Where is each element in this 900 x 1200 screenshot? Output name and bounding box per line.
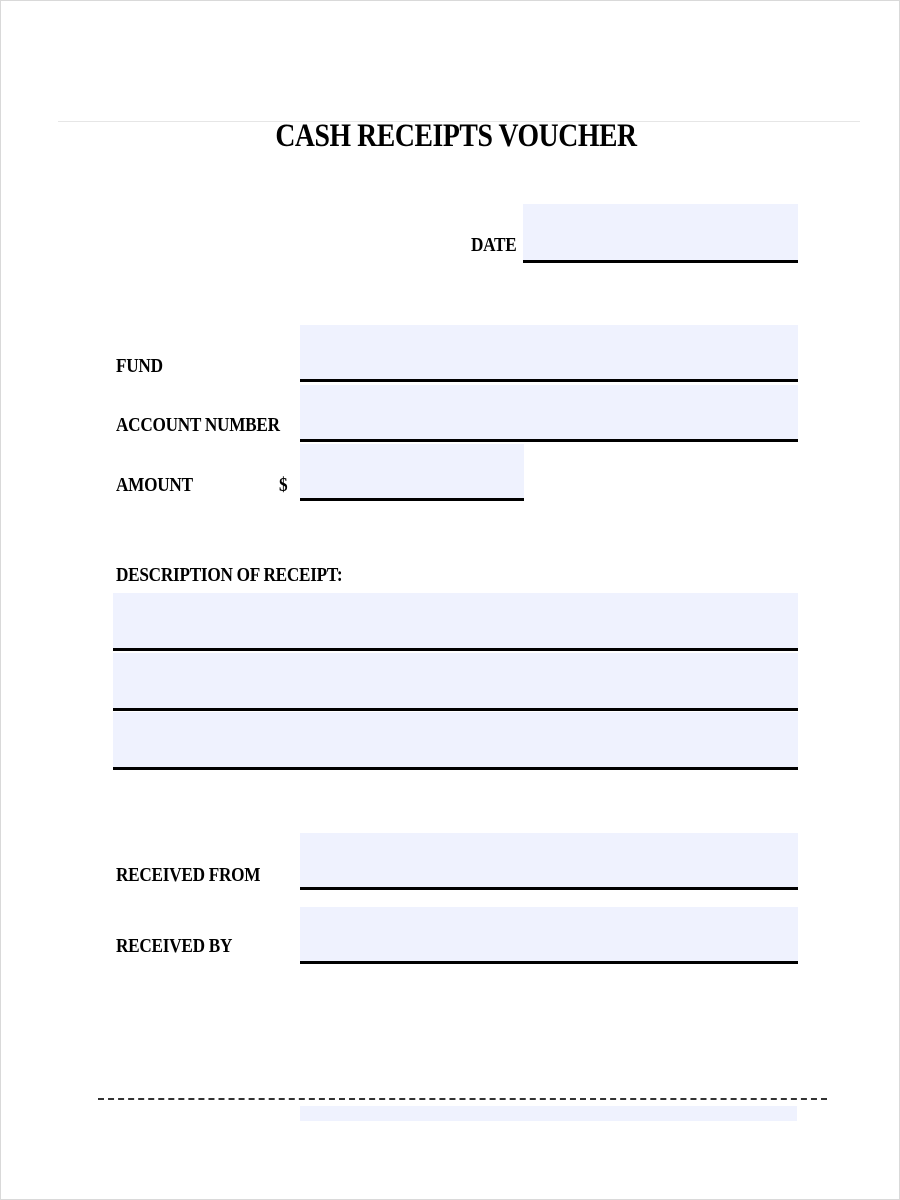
received-from-field[interactable]: [300, 833, 798, 890]
account-number-field[interactable]: [300, 385, 798, 442]
description-line-2[interactable]: [113, 653, 798, 711]
received-from-label: RECEIVED FROM: [116, 864, 261, 886]
description-line-1[interactable]: [113, 593, 798, 651]
partial-field-below-cut[interactable]: [300, 1106, 797, 1121]
description-line-3[interactable]: [113, 712, 798, 770]
received-by-field[interactable]: [300, 907, 798, 964]
date-field[interactable]: [523, 204, 798, 263]
page-title: CASH RECEIPTS VOUCHER: [275, 118, 637, 154]
currency-symbol: $: [279, 474, 288, 496]
fund-field[interactable]: [300, 325, 798, 382]
description-label: DESCRIPTION OF RECEIPT:: [116, 564, 343, 586]
amount-label: AMOUNT: [116, 474, 193, 496]
amount-field[interactable]: [300, 444, 524, 501]
cut-line-divider: [98, 1098, 827, 1100]
account-number-label: ACCOUNT NUMBER: [116, 414, 280, 436]
date-label: DATE: [471, 234, 517, 256]
received-by-label: RECEIVED BY: [116, 935, 233, 957]
fund-label: FUND: [116, 355, 163, 377]
